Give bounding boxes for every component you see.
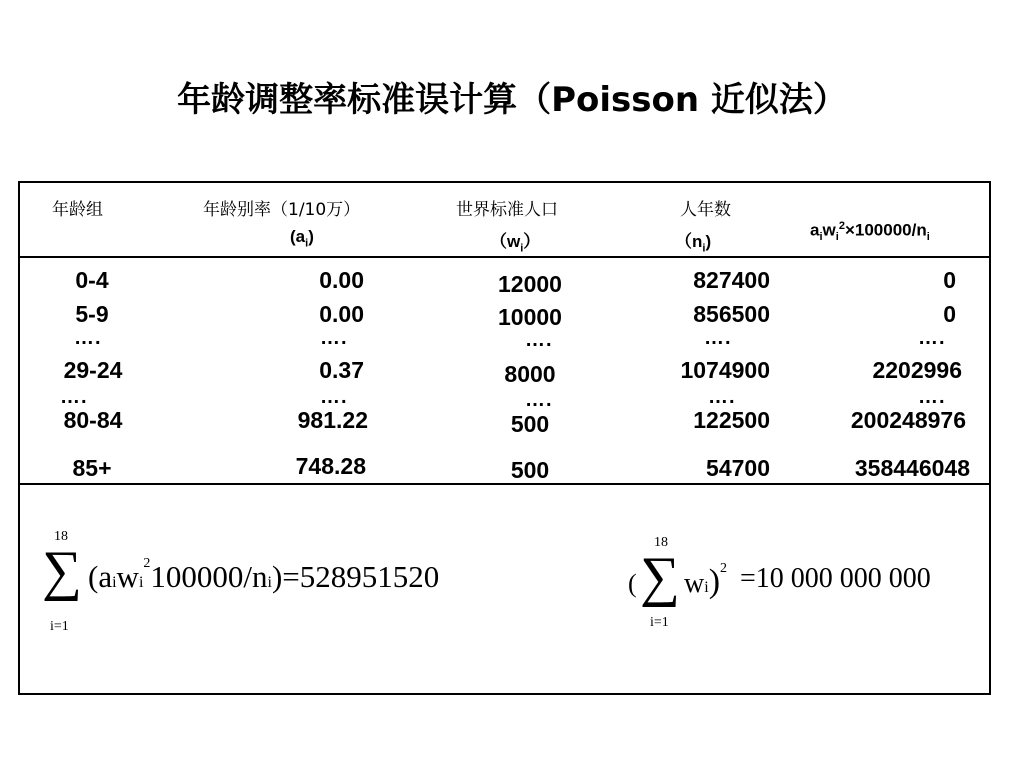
cell-std-pop: 8000 (504, 361, 556, 387)
cell-age: 29-24 (63, 357, 123, 383)
cell-rate: 0.37 (319, 357, 364, 383)
ellipsis: …. (918, 327, 946, 349)
cell-result: 200248976 (850, 407, 966, 433)
cell-person-years: 54700 (706, 455, 770, 481)
header-rate: 年龄别率（1/10万） (203, 200, 361, 220)
sum-upper-limit: 18 (654, 535, 668, 550)
cell-age: 80-84 (63, 407, 123, 433)
sum-lower-limit: i=1 (650, 615, 669, 630)
ellipsis: …. (74, 327, 102, 349)
cell-result: 0 (943, 267, 956, 293)
sum-expression: wi)$^2$ (684, 561, 728, 600)
ellipsis: …. (918, 386, 946, 408)
cell-age: 85+ (72, 455, 112, 481)
cell-rate: 981.22 (297, 407, 368, 433)
header-person-years-symbol: $(n_i)$ (675, 232, 712, 255)
ellipsis: …. (60, 386, 88, 408)
cell-std-pop: 500 (510, 457, 550, 483)
ellipsis: …. (525, 329, 553, 351)
cell-age: 0-4 (75, 267, 109, 293)
cell-result: 2202996 (872, 357, 962, 383)
cell-person-years: 856500 (693, 301, 770, 327)
calculation-table (18, 181, 991, 695)
cell-age: 5-9 (75, 301, 109, 327)
header-age-group: 年龄组 (52, 200, 103, 220)
sigma-icon: ∑ (640, 546, 680, 608)
header-divider (20, 256, 989, 258)
cell-result: 358446048 (854, 455, 970, 481)
open-paren: ( (628, 569, 637, 598)
body-divider (20, 483, 989, 485)
ellipsis: …. (525, 389, 553, 411)
sum-expression: (aiwi$^2$100000/ni)=528951520 (88, 556, 440, 594)
cell-rate: 0.00 (319, 267, 364, 293)
ellipsis: …. (320, 386, 348, 408)
cell-std-pop: 10000 (498, 304, 562, 330)
ellipsis: …. (320, 327, 348, 349)
cell-std-pop: 12000 (498, 271, 562, 297)
header-std-pop-symbol: $(w_i)$ (490, 232, 541, 255)
header-person-years: 人年数 (680, 200, 731, 220)
cell-person-years: 827400 (693, 267, 770, 293)
header-rate-symbol: $(a_i)$ (290, 227, 314, 250)
sigma-icon: ∑ (42, 540, 82, 602)
page-title: 年龄调整率标准误计算（Poisson 近似法） (177, 80, 847, 120)
cell-person-years: 1074900 (680, 357, 770, 383)
sum-value: =10 000 000 000 (740, 563, 931, 594)
cell-std-pop: 500 (510, 411, 550, 437)
cell-result: 0 (943, 301, 956, 327)
cell-rate: 748.28 (295, 453, 366, 479)
ellipsis: …. (708, 386, 736, 408)
ellipsis: …. (704, 327, 732, 349)
sum-upper-limit: 18 (54, 529, 68, 544)
header-result: $a_iw_i^2\times 100000/n_i$ (810, 220, 930, 244)
header-std-pop: 世界标准人口 (456, 200, 558, 220)
sum-lower-limit: i=1 (50, 619, 69, 634)
cell-rate: 0.00 (319, 301, 364, 327)
cell-person-years: 122500 (693, 407, 770, 433)
